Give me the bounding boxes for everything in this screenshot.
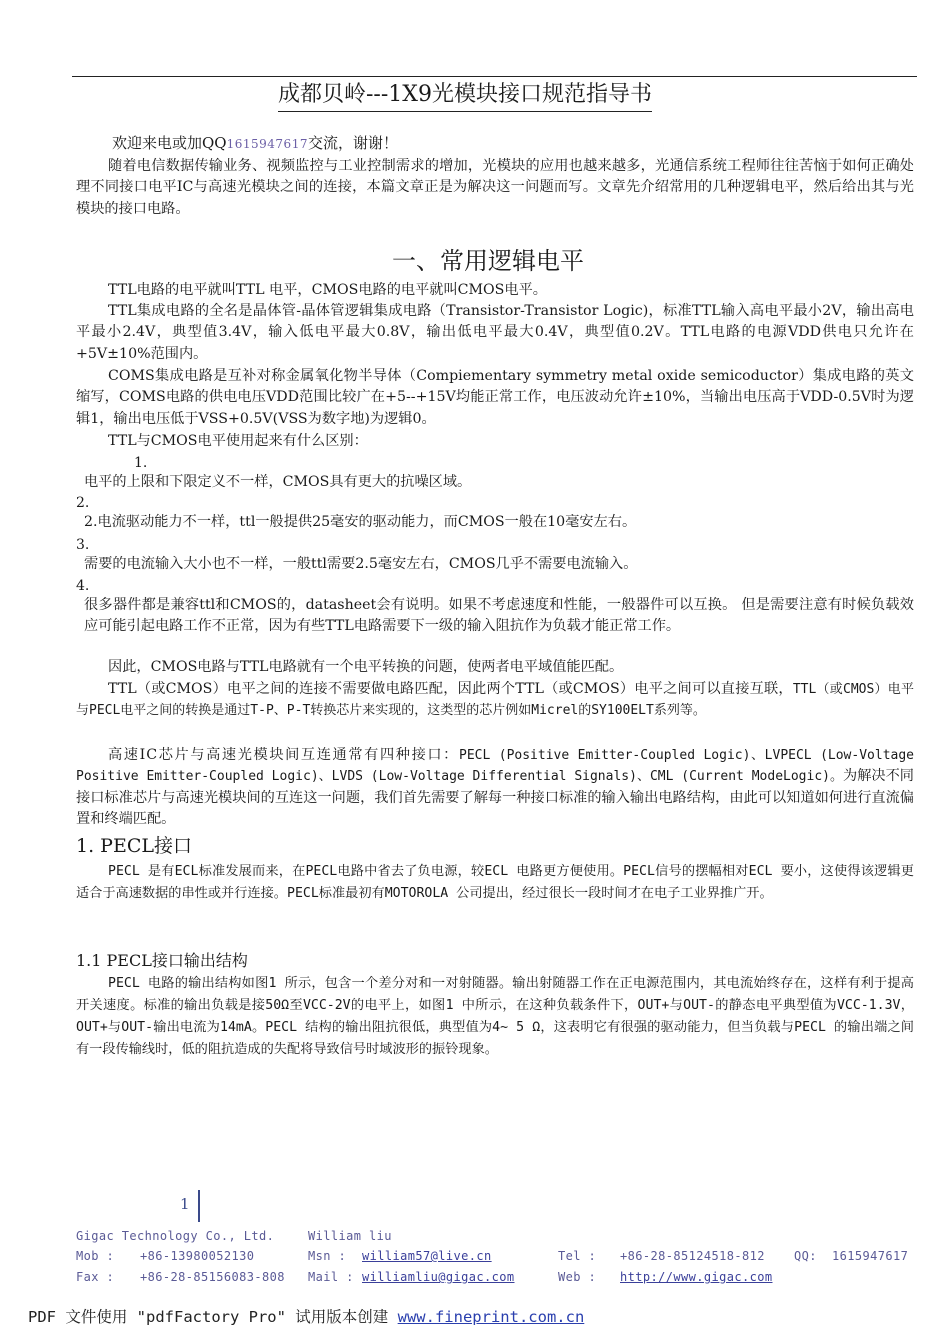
- ttl-pecl-paragraph-b: TTL（或CMOS）电平与PECL电平之间的转换是通过T-P、P-T转换芯片来实现的，这类型的芯片例如Micrel的SY100ELT系列等。: [76, 682, 914, 719]
- list-item-text: 需要的电流输入大小也不一样，一般ttl需要2.5毫安左右，CMOS几乎不需要电流输入。: [84, 556, 638, 572]
- pecl-output-paragraph: PECL 电路的输出结构如图1 所示，包含一个差分对和一对射随器。输出射随器工作在正电源范围内，其电流始终存在，这样有利于提高开关速度。标准的输出负载是接50Ω至VCC-2V的电平上，如图1 中所示，在这种负载条件下，OUT+与OUT-的静态电平典型值为VCC-1.3V，OUT+与OUT-输出电流为14mA。PECL 结构的输出阻抗很低，典型值为4~ 5 Ω，这表明它有很强的驱动能力，但当负载与PECL 的输出端之间有一段传输线时，低的阻抗造成的失配将导致信号时域波形的振铃现象。: [76, 976, 914, 1057]
- top-rule: [72, 76, 917, 77]
- pecl-paragraph: PECL 是有ECL标准发展而来，在PECL电路中省去了负电源，较ECL 电路更方便使用。PECL信号的摆幅相对ECL 要小，这使得该逻辑更适合于高速数据的串性或并行连接。PECL标准最初有MOTOROLA 公司提出，经过很长一段时间才在电子工业界推广开。: [76, 864, 914, 901]
- list-item-number: 1.: [134, 455, 148, 471]
- footer-msn-text[interactable]: william57@live.cn: [362, 1249, 492, 1263]
- list-item-text: 很多器件都是兼容ttl和CMOS的，datasheet会有说明。如果不考虑速度和性能，一般器件可以互换。 但是需要注意有时候负载效应可能引起电路工作不正常，因为有些TTL电路需要下一级的输入阻抗作为负载才能正常工作。: [84, 597, 914, 635]
- footer-mob: +86-13980052130: [140, 1249, 255, 1263]
- footer-mail-link[interactable]: [362, 1270, 515, 1284]
- pecl-heading: 1. PECL接口: [76, 835, 192, 857]
- page-number: 1: [180, 1195, 190, 1213]
- footer-mail-label: Mail :: [308, 1270, 354, 1284]
- pdf-notice-link[interactable]: www.fineprint.com.cn: [397, 1308, 585, 1326]
- footer-company: Gigac Technology Co., Ltd.: [76, 1229, 275, 1243]
- footer-fax-label: Fax :: [76, 1270, 115, 1284]
- footer-qq: 1615947617: [832, 1249, 909, 1263]
- footer-mail-text[interactable]: williamliu@gigac.com: [362, 1270, 515, 1284]
- list-item-text: 2.电流驱动能力不一样，ttl一般提供25毫安的驱动能力，而CMOS一般在10毫安左右。: [84, 514, 637, 530]
- footer-mob-label: Mob :: [76, 1249, 115, 1263]
- list-item-text: 电平的上限和下限定义不一样，CMOS具有更大的抗噪区域。: [84, 474, 472, 490]
- footer-tel-label: Tel :: [558, 1249, 597, 1263]
- level-conversion-paragraph: 因此，CMOS电路与TTL电路就有一个电平转换的问题，使两者电平域值能匹配。: [108, 659, 624, 675]
- footer-qq-label: QQ:: [794, 1249, 817, 1263]
- footer-web-label: Web :: [558, 1270, 597, 1284]
- pdf-creator-notice: [28, 1305, 584, 1327]
- interface-types-purpose: 为解决不同接口标准芯片与高速光模块间的互连这一问题，我们首先需要了解每一种接口标准的输入输出电路结构，由此可以知道如何进行直流偏置和终端匹配。: [76, 768, 914, 828]
- cmos-paragraph: COMS集成电路是互补对称金属氧化物半导体（Compiementary symmetry metal oxide semicoductor）集成电路的英文缩写，COMS电路的供电电压VDD范围比较广在+5--+15V均能正常工作，电压波动允许±10%，当输出电压高于VDD-0.5V时为逻辑1，输出电压低于VSS+0.5V(VSS为数字地)为逻辑0。: [76, 368, 914, 427]
- intro-paragraph: 随着电信数据传输业务、视频监控与工业控制需求的增加，光模块的应用也越来越多，光通信系统工程师往往苦恼于如何正确处理不同接口电平IC与高速光模块之间的连接，本篇文章正是为解决这一问题而写。文章先介绍常用的几种逻辑电平，然后给出其与光模块的接口电路。: [76, 158, 914, 217]
- list-item-number: 4.: [76, 578, 90, 594]
- section-heading-logic-levels: 一、常用逻辑电平: [392, 247, 584, 275]
- pdf-notice-text: PDF 文件使用 "pdfFactory Pro" 试用版本创建: [28, 1308, 398, 1326]
- ttl-paragraph: TTL集成电路的全名是晶体管-晶体管逻辑集成电路（Transistor-Transistor Logic)，标准TTL输入高电平最小2V，输出高电平最小2.4V，典型值3.4V，输入低电平最大0.8V，输出低电平最大0.4V，典型值0.2V。TTL电路的电源VDD供电只允许在+5V±10%范围内。: [76, 303, 914, 362]
- ttl-pecl-paragraph: [76, 679, 914, 722]
- welcome-line: [76, 133, 914, 155]
- footer-msn-label: Msn :: [308, 1249, 347, 1263]
- footer-person: William liu: [308, 1229, 392, 1243]
- footer-web-text[interactable]: http://www.gigac.com: [620, 1270, 773, 1284]
- interface-types-list: PECL (Positive Emitter-Coupled Logic)、LVPECL (Low-Voltage Positive Emitter-Coupled Logic)、LVDS (Low-Voltage Differential Signals)、CML (Current ModeLogic)。: [76, 748, 914, 785]
- interface-types-paragraph: [76, 745, 914, 831]
- welcome-prefix: 欢迎来电或加QQ: [112, 134, 227, 152]
- footer-web-link[interactable]: [620, 1270, 773, 1284]
- document-title: 成都贝岭---1X9光模块接口规范指导书: [278, 80, 652, 112]
- interface-types-intro: 高速IC芯片与高速光模块间互连通常有四种接口：: [108, 747, 459, 763]
- list-item-number: 3.: [76, 537, 90, 553]
- page-number-bar: [198, 1190, 200, 1222]
- ttl-pecl-paragraph-a: TTL（或CMOS）电平之间的连接不需要做电路匹配，因此两个TTL（或CMOS）电平之间可以直接互联，: [108, 681, 793, 697]
- welcome-suffix: 交流，谢谢！: [307, 134, 398, 152]
- difference-question: TTL与CMOS电平使用起来有什么区别：: [108, 433, 368, 449]
- ttl-cmos-definition: TTL电路的电平就叫TTL 电平，CMOS电路的电平就叫CMOS电平。: [108, 282, 547, 298]
- welcome-qq-number: 1615947617: [226, 137, 308, 151]
- footer-tel: +86-28-85124518-812: [620, 1249, 765, 1263]
- footer-msn-link[interactable]: [362, 1249, 492, 1263]
- pecl-output-heading: 1.1 PECL接口输出结构: [76, 951, 248, 970]
- list-item-number: 2.: [76, 495, 90, 511]
- footer-fax: +86-28-85156083-808: [140, 1270, 285, 1284]
